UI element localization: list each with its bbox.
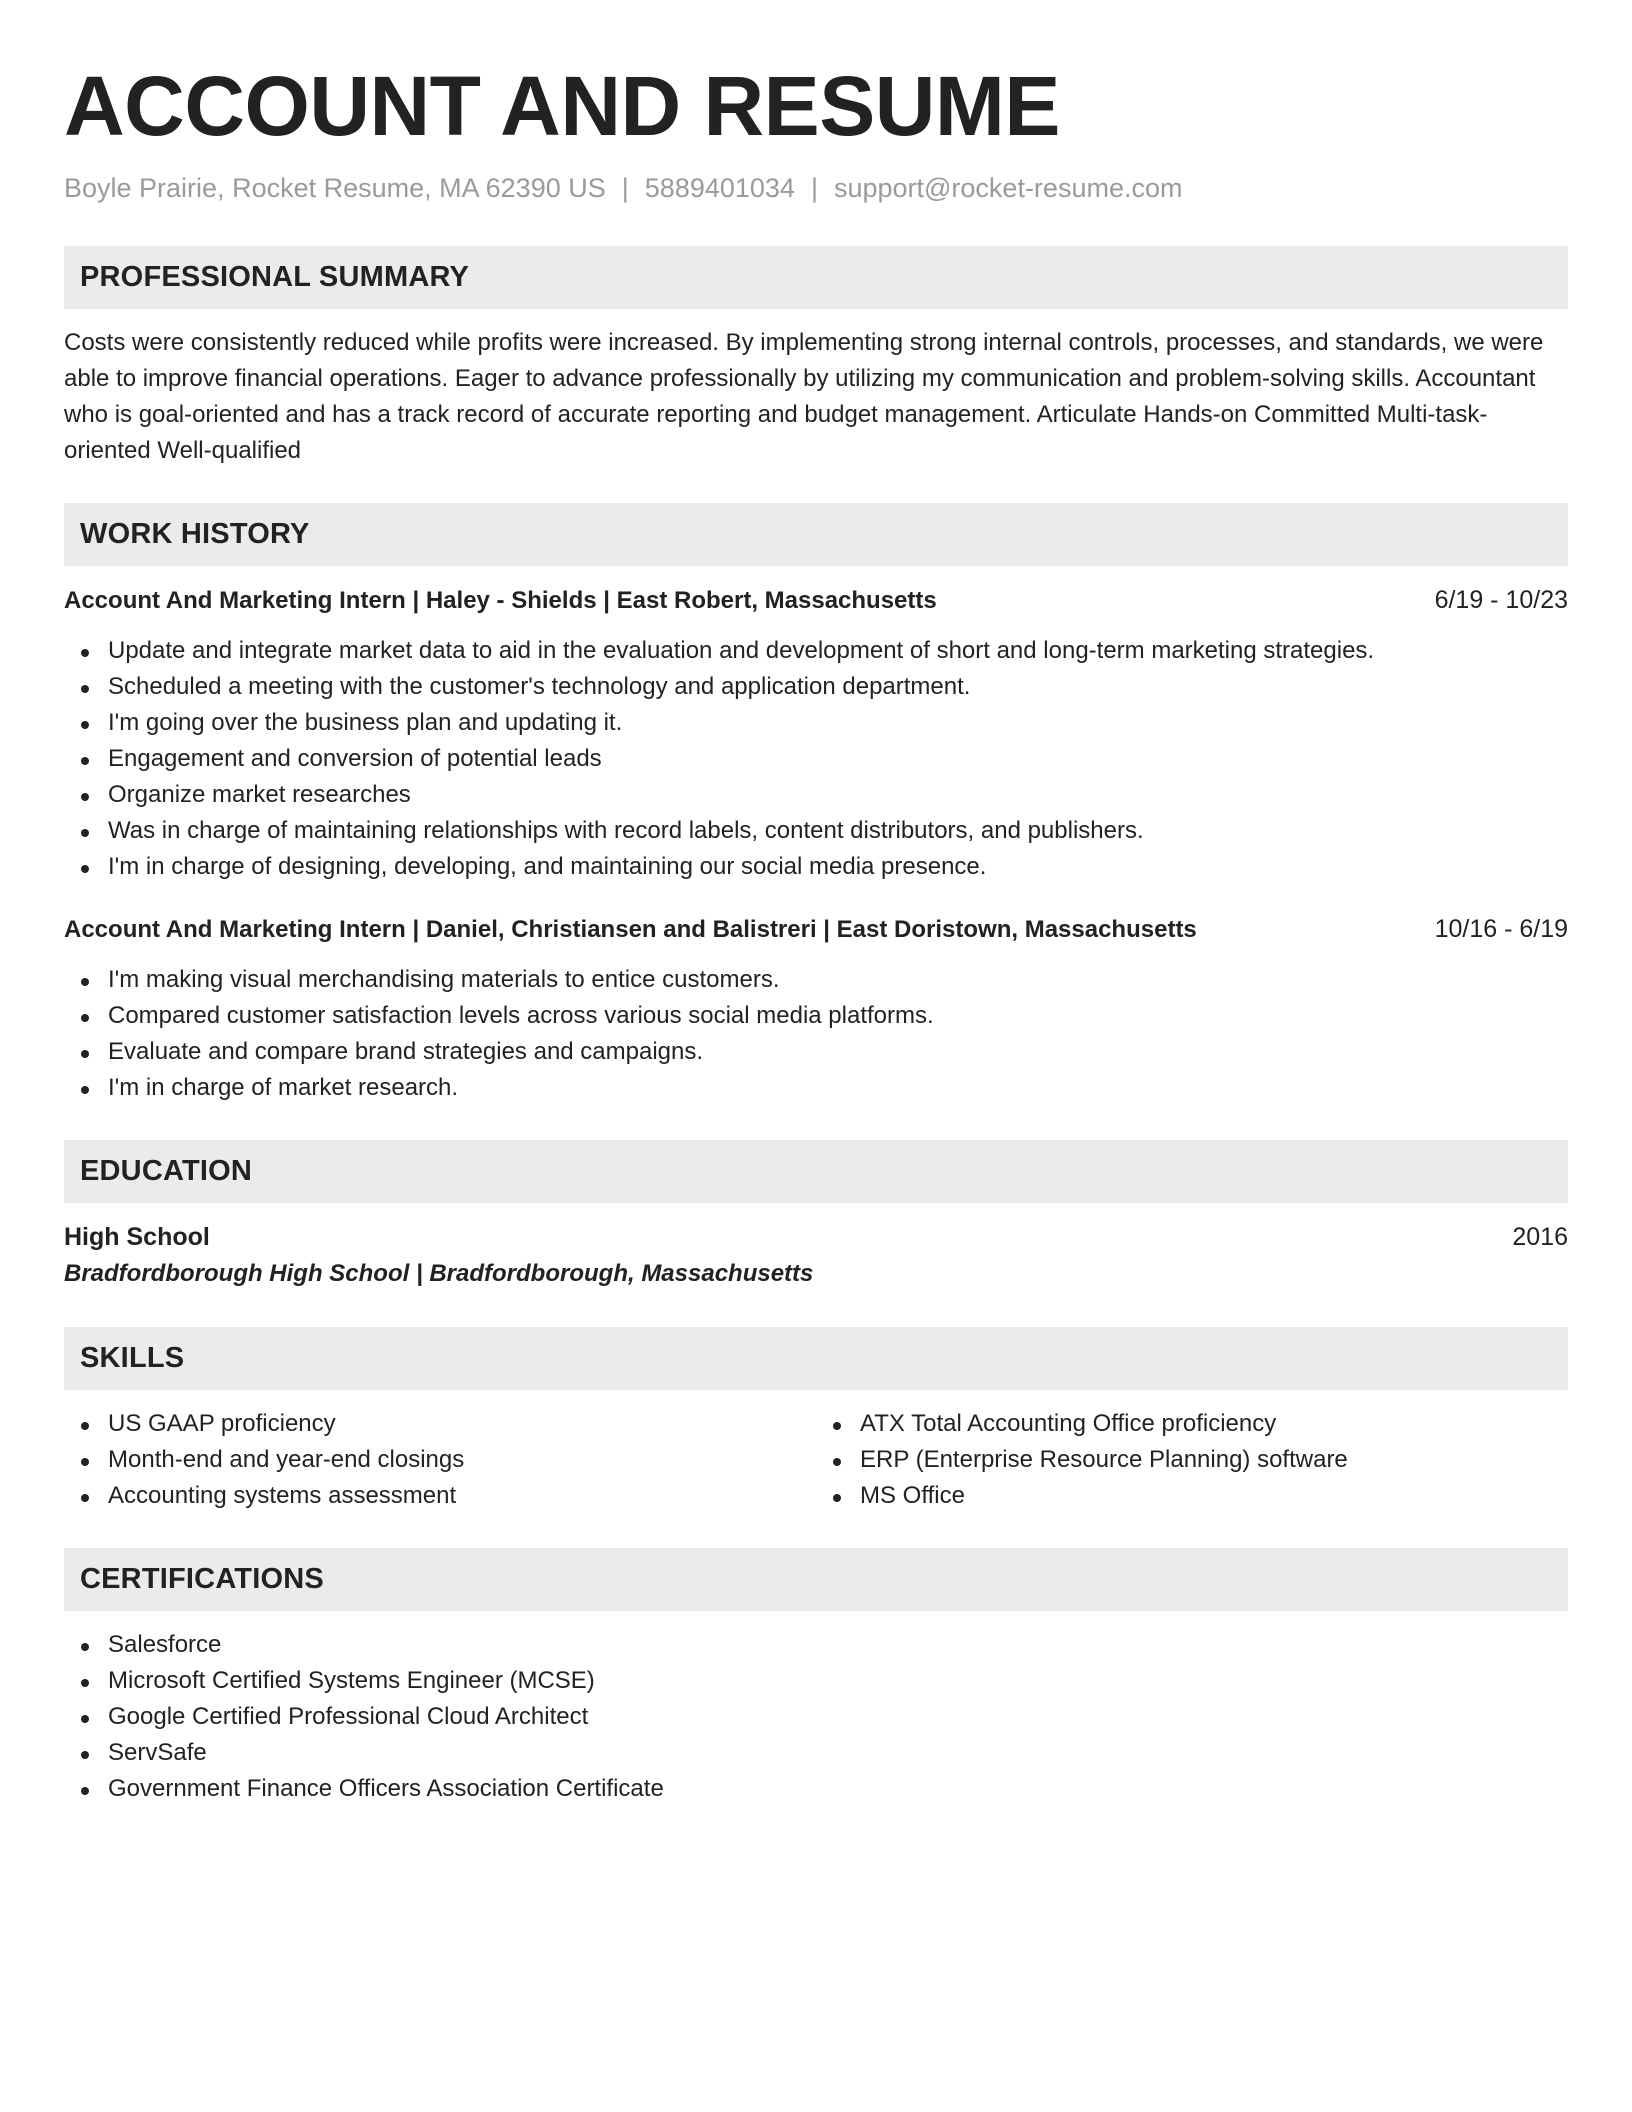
job-entry (64, 911, 1568, 1106)
job-title: Account And Marketing Intern | Haley - Shields | East Robert, Massachusetts (64, 587, 937, 614)
job-bullet: I'm in charge of designing, developing, and maintaining our social media presence. (64, 849, 1568, 885)
skill-item: Month-end and year-end closings (64, 1442, 816, 1478)
skills-heading: SKILLS (80, 1342, 185, 1374)
contact-address: Boyle Prairie, Rocket Resume, MA 62390 US (64, 173, 606, 203)
summary-text: Costs were consistently reduced while profits were increased. By implementing strong internal controls, processes, and standards, we were able to improve financial operations. Eager to advance professionally by utilizing my communication and problem-solving skills. Accountant who is goal-oriented and has a track record of accurate reporting and budget management. Articulate Hands-on Committed Multi-task-oriented Well-qualified (64, 329, 1544, 464)
skill-item: ATX Total Accounting Office proficiency (816, 1406, 1568, 1442)
job-dates: 6/19 - 10/23 (1434, 586, 1568, 614)
job-header (64, 911, 1568, 948)
education-entry (64, 1219, 1568, 1293)
education-year: 2016 (1512, 1223, 1568, 1251)
certification-item: Salesforce (64, 1627, 1568, 1663)
skills-list-right (816, 1406, 1568, 1514)
contact-email: support@rocket-resume.com (833, 173, 1183, 203)
summary-heading: PROFESSIONAL SUMMARY (80, 261, 470, 293)
education-heading: EDUCATION (80, 1155, 253, 1187)
job-entry (64, 582, 1568, 885)
job-bullet: I'm in charge of market research. (64, 1070, 1568, 1106)
certification-item: Microsoft Certified Systems Engineer (MCSE) (64, 1663, 1568, 1699)
work-heading: WORK HISTORY (80, 518, 310, 550)
education-header (64, 1219, 1568, 1255)
certifications-list (64, 1627, 1568, 1807)
work-section-header (64, 503, 1568, 566)
skill-item: Accounting systems assessment (64, 1478, 816, 1514)
skill-item: ERP (Enterprise Resource Planning) software (816, 1442, 1568, 1478)
certification-item: Google Certified Professional Cloud Architect (64, 1699, 1568, 1735)
certifications-heading: CERTIFICATIONS (80, 1563, 324, 1595)
contact-phone: 5889401034 (644, 173, 795, 203)
contact-line (64, 170, 1568, 206)
skills-list-left (64, 1406, 816, 1514)
education-degree: High School (64, 1223, 210, 1251)
education-school: Bradfordborough High School | Bradfordborough, Massachusetts (64, 1260, 814, 1287)
skill-item: US GAAP proficiency (64, 1406, 816, 1442)
job-bullet: Evaluate and compare brand strategies and campaigns. (64, 1034, 1568, 1070)
skills-section-header (64, 1327, 1568, 1390)
education-section-header (64, 1140, 1568, 1203)
contact-separator: | (621, 173, 629, 203)
skills-columns (64, 1406, 1568, 1514)
skill-item: MS Office (816, 1478, 1568, 1514)
summary-section-header (64, 246, 1568, 309)
job-bullet: Compared customer satisfaction levels across various social media platforms. (64, 998, 1568, 1034)
job-bullet: Was in charge of maintaining relationships with record labels, content distributors, and publishers. (64, 813, 1568, 849)
job-bullet: Organize market researches (64, 777, 1568, 813)
job-bullet-list (64, 962, 1568, 1106)
job-header (64, 582, 1568, 619)
job-bullet: I'm going over the business plan and updating it. (64, 705, 1568, 741)
job-bullet: Engagement and conversion of potential leads (64, 741, 1568, 777)
job-bullet: I'm making visual merchandising materials to entice customers. (64, 962, 1568, 998)
certifications-section-header (64, 1548, 1568, 1611)
job-dates: 10/16 - 6/19 (1434, 915, 1568, 943)
job-bullet: Scheduled a meeting with the customer's technology and application department. (64, 669, 1568, 705)
certification-item: ServSafe (64, 1735, 1568, 1771)
job-bullet: Update and integrate market data to aid in the evaluation and development of short and long-term marketing strategies. (64, 633, 1568, 669)
job-bullet-list (64, 633, 1568, 885)
certification-item: Government Finance Officers Association Certificate (64, 1771, 1568, 1807)
contact-separator: | (810, 173, 818, 203)
resume-name: ACCOUNT AND RESUME (64, 59, 1060, 153)
job-title: Account And Marketing Intern | Daniel, Christiansen and Balistreri | East Doristown, Massachusetts (64, 916, 1197, 943)
